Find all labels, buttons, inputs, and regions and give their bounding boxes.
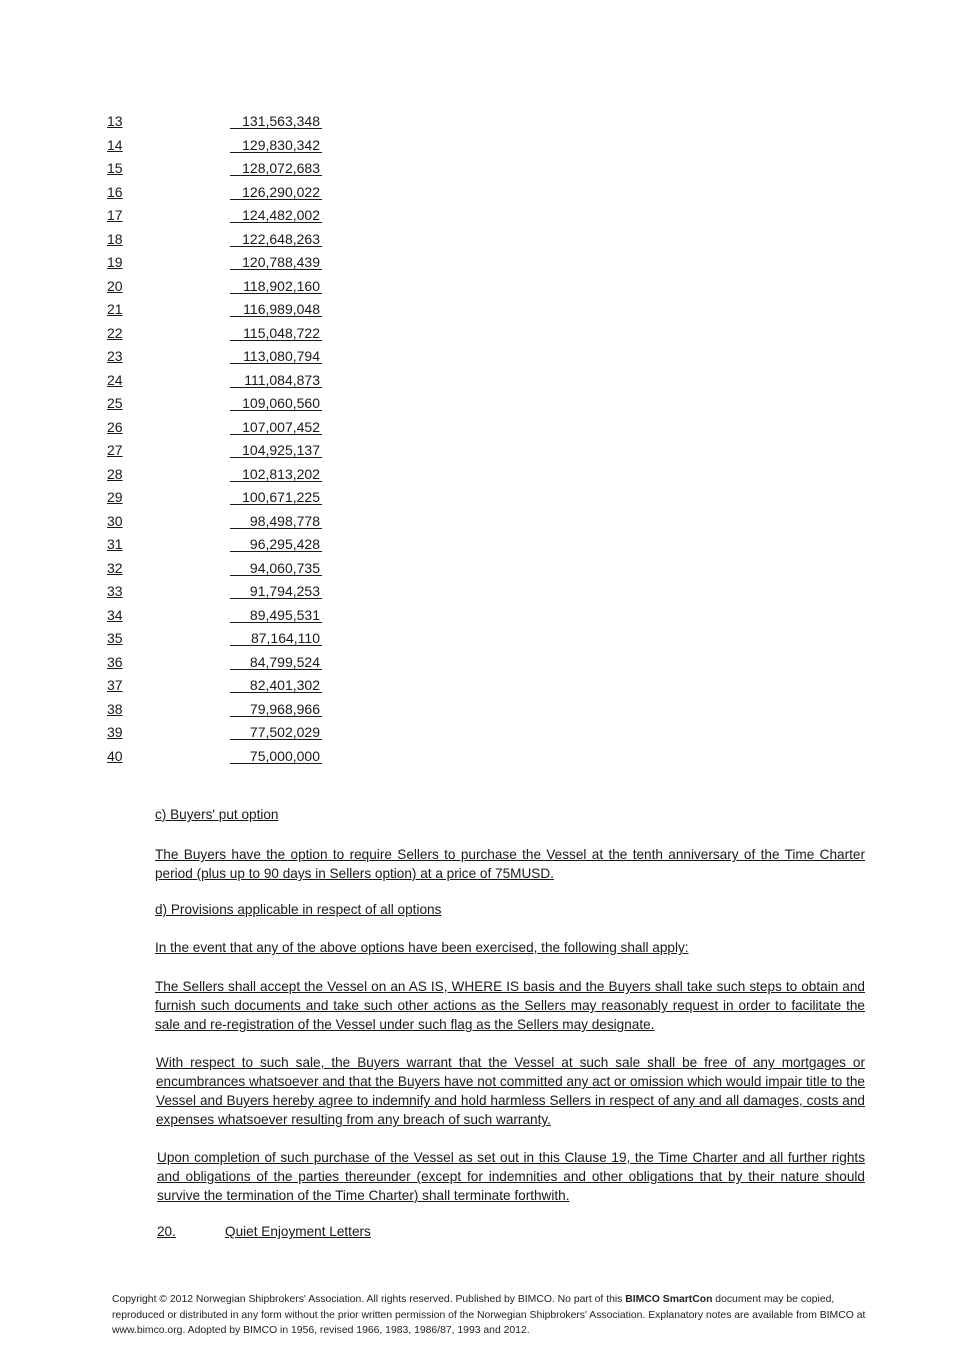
schedule-value: 87,164,110	[230, 630, 322, 646]
schedule-value: 100,671,225	[230, 489, 322, 505]
schedule-year: 14	[107, 136, 123, 153]
schedule-year: 35	[107, 630, 123, 646]
footer-text-1: Copyright © 2012 Norwegian Shipbrokers' Association. All rights reserved. Published by BIMCO. No part of this	[112, 1294, 626, 1305]
schedule-row	[0, 393, 400, 417]
schedule-row	[0, 370, 400, 394]
schedule-row	[0, 487, 400, 511]
schedule-row	[0, 158, 400, 182]
schedule-year: 40	[107, 747, 123, 764]
section-d-intro: In the event that any of the above options have been exercised, the following shall apply:	[155, 940, 689, 955]
schedule-year: 27	[107, 442, 123, 458]
schedule-value: 116,989,048	[230, 301, 322, 317]
schedule-year: 31	[107, 536, 123, 552]
schedule-year: 15	[107, 160, 123, 176]
footer-brand: BIMCO SmartCon	[625, 1294, 713, 1305]
schedule-row	[0, 675, 400, 699]
schedule-year: 24	[107, 371, 123, 388]
schedule-value: 104,925,137	[230, 442, 322, 458]
schedule-year: 16	[107, 183, 123, 200]
schedule-value: 126,290,022	[230, 184, 322, 200]
schedule-value: 122,648,263	[230, 231, 322, 247]
schedule-value: 89,495,531	[230, 607, 322, 623]
schedule-row	[0, 628, 400, 652]
schedule-value: 109,060,560	[230, 395, 322, 411]
schedule-year: 22	[107, 324, 123, 341]
schedule-year: 28	[107, 465, 123, 482]
schedule-year: 21	[107, 301, 123, 317]
schedule-row	[0, 652, 400, 676]
schedule-year: 18	[107, 230, 123, 247]
schedule-row	[0, 581, 400, 605]
schedule-year: 13	[107, 113, 123, 129]
schedule-row	[0, 699, 400, 723]
schedule-value: 107,007,452	[230, 419, 322, 435]
schedule-row	[0, 511, 400, 535]
schedule-year: 30	[107, 512, 123, 529]
schedule-value: 118,902,160	[230, 278, 322, 294]
schedule-year: 39	[107, 724, 123, 740]
schedule-value: 94,060,735	[230, 560, 322, 576]
schedule-row	[0, 229, 400, 253]
schedule-year: 25	[107, 395, 123, 411]
schedule-year: 29	[107, 489, 123, 505]
schedule-value: 124,482,002	[230, 207, 322, 223]
schedule-value: 96,295,428	[230, 536, 322, 552]
schedule-row	[0, 464, 400, 488]
schedule-value: 75,000,000	[230, 748, 322, 764]
schedule-value: 111,084,873	[230, 372, 322, 388]
schedule-value: 129,830,342	[230, 137, 322, 153]
schedule-row	[0, 299, 400, 323]
schedule-year: 33	[107, 583, 123, 599]
schedule-value: 77,502,029	[230, 724, 322, 740]
copyright-footer	[112, 1292, 867, 1339]
schedule-row	[0, 135, 400, 159]
schedule-year: 38	[107, 700, 123, 717]
schedule-value: 79,968,966	[230, 701, 322, 717]
section-20-title: Quiet Enjoyment Letters	[225, 1224, 371, 1239]
schedule-value: 115,048,722	[230, 325, 322, 341]
section-20-number: 20.	[157, 1224, 176, 1239]
schedule-value: 120,788,439	[230, 254, 322, 270]
schedule-row	[0, 182, 400, 206]
schedule-row	[0, 558, 400, 582]
schedule-value: 98,498,778	[230, 513, 322, 529]
section-d-heading: d) Provisions applicable in respect of all options	[155, 902, 442, 917]
schedule-row	[0, 252, 400, 276]
schedule-row	[0, 605, 400, 629]
footer-text-2: document may be copied, reproduced or distributed in any form without the prior written permission of the Norwegian Shipbrokers' Association. Explanatory notes are available from BIMCO at www.bimco.org. Adopted by BIMCO in 1956, revised 1966, 1983, 1986/87, 1993 and 2012.	[112, 1294, 866, 1336]
schedule-year: 20	[107, 277, 123, 294]
schedule-value: 128,072,683	[230, 160, 322, 176]
schedule-year: 34	[107, 606, 123, 623]
schedule-row	[0, 722, 400, 746]
section-d-paragraph-2: With respect to such sale, the Buyers warrant that the Vessel at such sale shall be free of any mortgages or encumbrances whatsoever and that the Buyers have not committed any act or omission which would impair title to the Vessel and Buyers hereby agree to indemnify and hold harmless Sellers in respect of any and all damages, costs and expenses whatsoever resulting from any breach of such warranty.	[156, 1055, 865, 1127]
schedule-row	[0, 534, 400, 558]
schedule-value: 84,799,524	[230, 654, 322, 670]
schedule-year: 26	[107, 418, 123, 435]
schedule-value: 113,080,794	[230, 348, 322, 364]
section-d-paragraph-1: The Sellers shall accept the Vessel on an AS IS, WHERE IS basis and the Buyers shall take such steps to obtain and furnish such documents and take such other actions as the Sellers may reasonably request in order to facilitate the sale and re-registration of the Vessel under such flag as the Sellers may designate.	[155, 979, 865, 1032]
schedule-row	[0, 746, 400, 770]
schedule-year: 37	[107, 677, 123, 693]
section-c-text: The Buyers have the option to require Sellers to purchase the Vessel at the tenth anniversary of the Time Charter period (plus up to 90 days in Sellers option) at a price of 75MUSD.	[155, 847, 865, 881]
schedule-row	[0, 440, 400, 464]
section-d-paragraph-3: Upon completion of such purchase of the Vessel as set out in this Clause 19, the Time Charter and all further rights and obligations of the parties thereunder (except for indemnities and other obligations that by their nature should survive the termination of the Time Charter) shall terminate forthwith.	[157, 1150, 865, 1203]
schedule-row	[0, 205, 400, 229]
schedule-year: 23	[107, 348, 123, 364]
schedule-row	[0, 111, 400, 135]
schedule-value: 82,401,302	[230, 677, 322, 693]
schedule-year: 32	[107, 559, 123, 576]
schedule-row	[0, 323, 400, 347]
price-schedule-table	[0, 111, 400, 769]
schedule-row	[0, 346, 400, 370]
schedule-year: 17	[107, 207, 123, 223]
schedule-year: 36	[107, 653, 123, 670]
schedule-year: 19	[107, 254, 123, 270]
schedule-row	[0, 417, 400, 441]
section-c-heading: c) Buyers' put option	[155, 807, 279, 822]
schedule-value: 131,563,348	[230, 113, 322, 129]
schedule-value: 91,794,253	[230, 583, 322, 599]
schedule-value: 102,813,202	[230, 466, 322, 482]
schedule-row	[0, 276, 400, 300]
